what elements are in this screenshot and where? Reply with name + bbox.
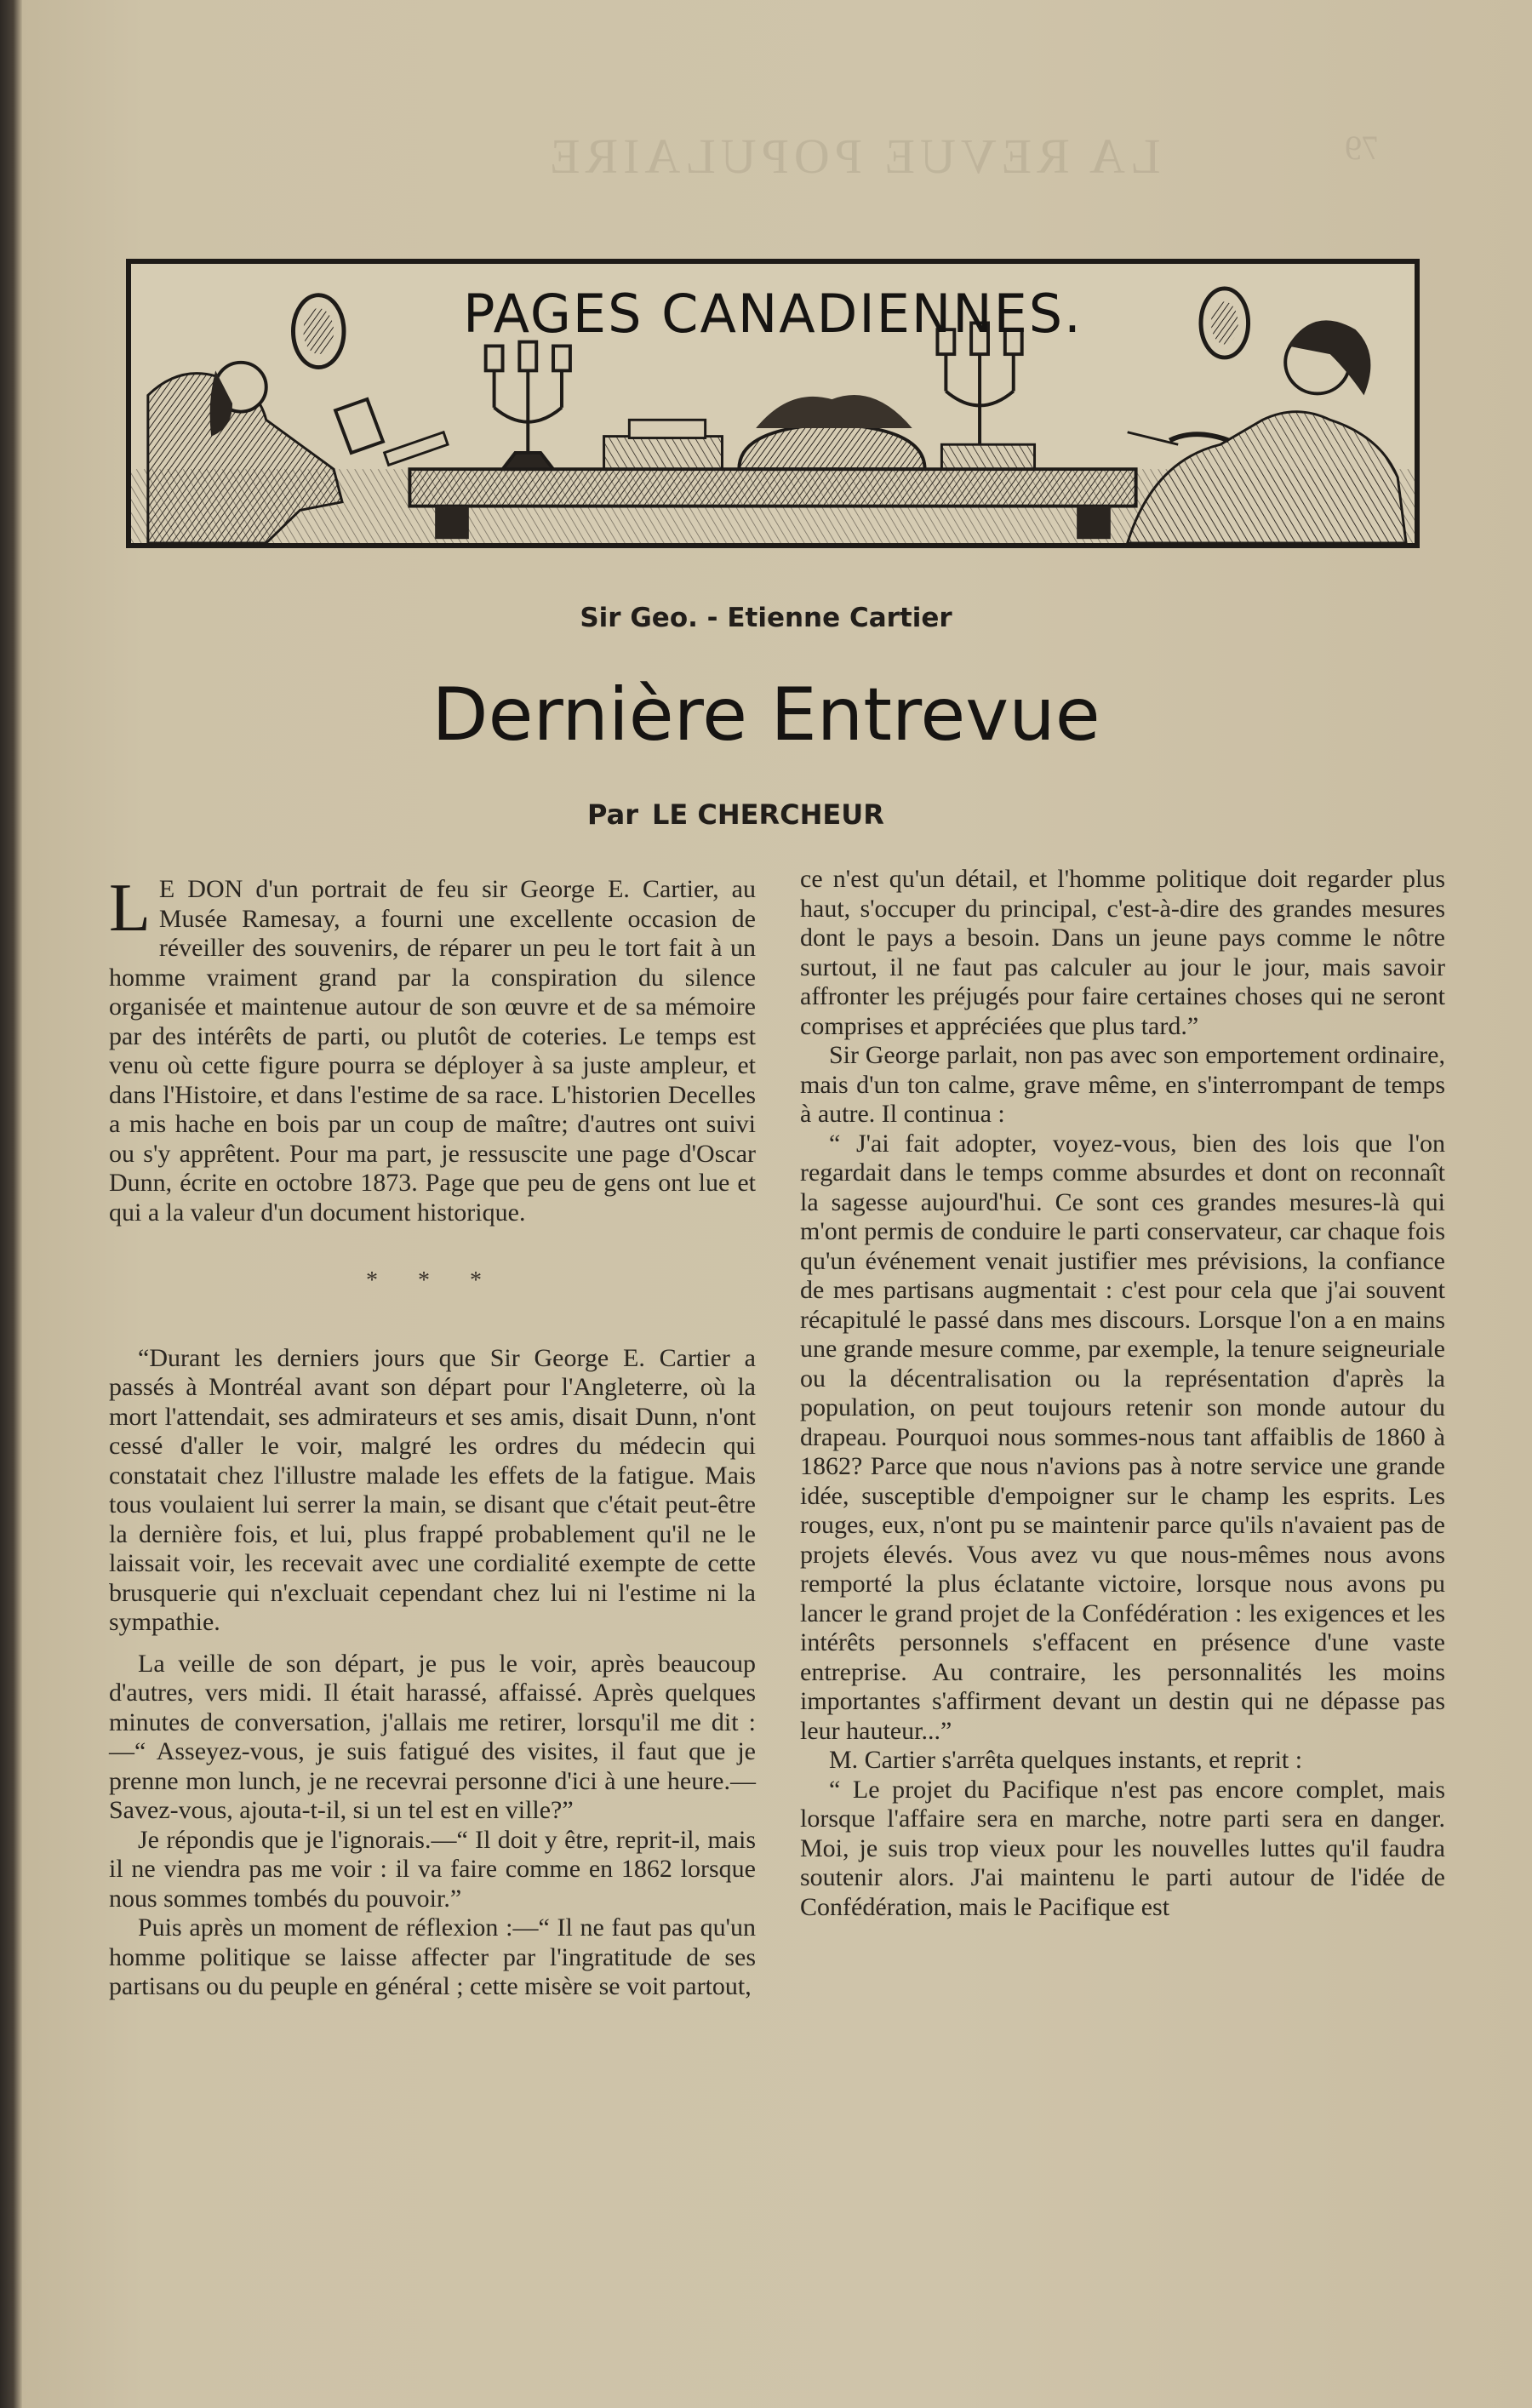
paragraph: Sir George parlait, non pas avec son emportement ordinaire, mais d'un ton calme, grave même, en s'interrompant de temps à autre. Il continua : — [800, 1041, 1445, 1128]
paragraph: Puis après un moment de réflexion :—“ Il ne faut pas qu'un homme politique se laisse affecter par l'ingratitude de ses partisans ou du peuple en général ; cette misère se voit partout, — [109, 1913, 756, 2000]
paragraph: “ Le projet du Pacifique n'est pas encore complet, mais lorsque l'affaire sera en marche, notre parti sera en danger. Moi, je suis trop vieux pour les nouvelles luttes qu'il faudra soutenir alors. J'ai maintenu le parti autour de l'idée de Confédération, mais le Pacifique est — [800, 1775, 1445, 1921]
byline — [587, 798, 884, 831]
intro-paragraph — [109, 871, 756, 1227]
right-column — [800, 865, 1445, 1922]
bleed-through-text: LA REVUE POPULAIRE — [545, 129, 1161, 184]
section-separator: * * * — [366, 1267, 499, 1294]
paragraph: La veille de son départ, je pus le voir, après beaucoup d'autres, vers midi. Il était harassé, affaissé. Après quelques minutes de conversation, j'allais me retirer, lorsqu'il me dit :—“ Asseyez-vous, je suis fatigué des visites, il faut que je prenne mon lunch, je ne recevrai personne d'ici à une heure.—Savez-vous, ajouta-t-il, si un tel est en ville?” — [109, 1649, 756, 1824]
bleed-through-page-number: 79 — [1345, 129, 1379, 167]
article-subtitle: Sir Geo. - Etienne Cartier — [580, 603, 952, 633]
paragraph: Je répondis que je l'ignorais.—“ Il doit y être, reprit-il, mais il ne viendra pas me voir : il va faire comme en 1862 lorsque nous sommes tombés du pouvoir.” — [109, 1825, 756, 1913]
byline-author: LE CHERCHEUR — [651, 798, 884, 831]
paragraph: M. Cartier s'arrêta quelques instants, et reprit : — [829, 1746, 1303, 1774]
paragraph: “Durant les derniers jours que Sir George E. Cartier a passés à Montréal avant son départ pour l'Angleterre, où la mort l'attendait, ses admirateurs et ses amis, disait Dunn, n'ont cessé d'aller le voir, malgré les ordres du médecin qui constatait chez l'illustre malade les effets de la fatigue. Mais tous voulaient lui serrer la main, se disant que c'était peut-être la dernière fois, et lui, plus frappé probablement qu'il ne le laissait voir, les recevait avec une cordialité exempte de cette brusquerie qui n'excluait cependant chez lui ni l'estime ni la sympathie. — [109, 1343, 756, 1636]
left-column — [109, 871, 756, 2002]
article-title: Dernière Entrevue — [432, 672, 1100, 758]
left-candelabra-icon — [486, 342, 570, 470]
intro-text: E DON d'un portrait de feu sir George E. Cartier, au Musée Ramesay, a fourni une excellente occasion de réveiller des souvenirs, de réparer un peu le tort fait à un homme vraiment grand par la conspiration du silence organisée et maintenue autour de son œuvre et de sa mémoire par des intérêts de parti, ou plutôt de coteries. Le temps est venu où cette figure pourra se déployer à sa juste ampleur, et dans l'Histoire, et dans l'estime de sa race. L'historien Decelles a mis hache en bois par un coup de maître; d'autres ont suivi ou s'y apprêtent. Pour ma part, je ressuscite une page d'Oscar Dunn, écrite en octobre 1873. Page que peu de gens ont lue et qui a la valeur d'un document historique. — [109, 875, 756, 1227]
page-binding-shadow — [0, 0, 22, 2408]
drop-cap: L — [109, 871, 151, 946]
header-banner — [126, 259, 1420, 548]
banner-title: PAGES CANADIENNES. — [463, 283, 1083, 345]
writing-woman-figure-icon — [1128, 320, 1406, 543]
byline-prefix: Par — [587, 798, 638, 831]
paragraph: “ J'ai fait adopter, voyez-vous, bien des lois que l'on regardait dans le temps comme absurdes et dont on reconnaît la sagesse aujourd'hui. Ce sont ces grandes mesures-là qui m'ont permis de conduire le parti conservateur, car chaque fois qu'un événement venait justifier mes prévisions, la confiance de mes partisans augmentait : c'est pour cela que j'ai souvent récapitulé le passé dans mes discours. Lorsque l'on a en mains une grande mesure comme, par exemple, la tenure seigneuriale ou la décentralisation ou la représentation d'après la population, on peut toujours retenir son monde autour du drapeau. Pourquoi nous sommes-nous tant affaiblis de 1860 à 1862? Parce que nous n'avions pas à notre service une grande idée, susceptible d'empoigner sur le champ les esprits. Les rouges, eux, n'ont pu se maintenir parce qu'ils n'avaient pas de projets élevés. Vous avez vu que nous-mêmes nous avons remporté la plus éclatante victoire, lorsque nous avons pu lancer le grand projet de la Confédération : les exigences et les intérêts personnels s'effacent en présence d'une vaste entreprise. Au contraire, les personnalités les moins importantes s'affirment devant un destin qui ne dépasse pas leur hauteur...” — [800, 1129, 1445, 1745]
paragraph: ce n'est qu'un détail, et l'homme politique doit regarder plus haut, s'occuper du principal, c'est-à-dire des grandes mesures dont le pays a besoin. Dans un jeune pays comme le nôtre surtout, il ne faut pas calculer au jour le jour, mais savoir affronter les préjugés pour faire certaines choses qui ne seront comprises et appréciées que plus tard.” — [800, 865, 1445, 1040]
